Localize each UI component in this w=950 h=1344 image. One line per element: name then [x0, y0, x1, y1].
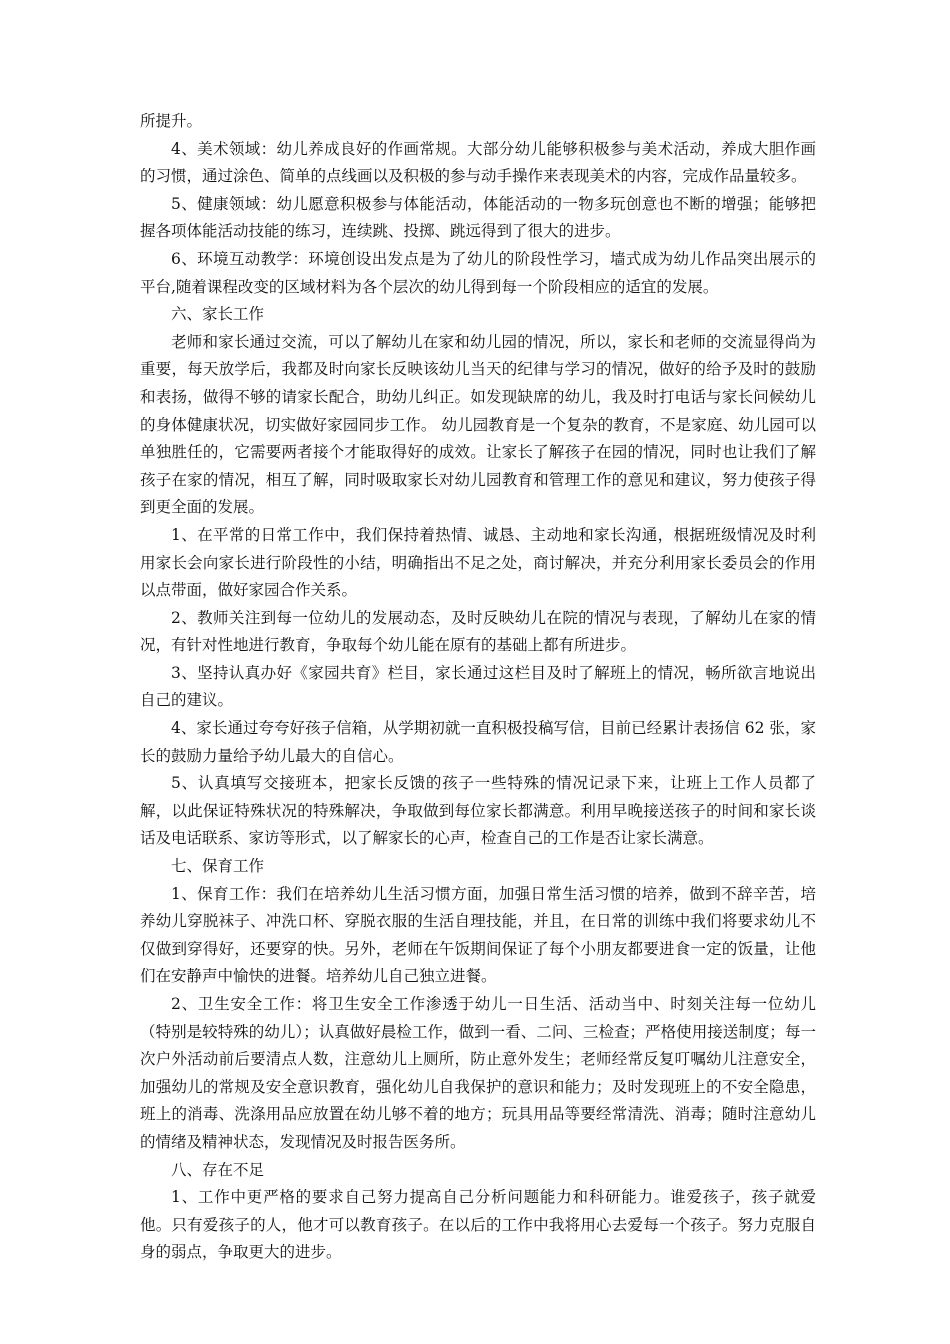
paragraph-art-domain: 4、美术领域：幼儿养成良好的作画常规。大部分幼儿能够积极参与美术活动，养成大胆作画的习惯，通过涂色、简单的点线画以及积极的参与动手操作来表现美术的内容，完成作品量较多。 [140, 139, 816, 186]
paragraph-environment-teaching: 6、环境互动教学：环境创设出发点是为了幼儿的阶段性学习，墙式成为幼儿作品突出展示的平台,随着课程改变的区域材料为各个层次的幼儿得到每一个阶段相应的适宜的发展。 [140, 249, 816, 296]
section-heading-care-work: 七、保育工作 [171, 857, 265, 876]
paragraph-parent-item-3: 3、坚持认真办好《家园共育》栏目，家长通过这栏目及时了解班上的情况，畅所欲言地说出自己的建议。 [140, 663, 816, 710]
paragraph-parent-communication: 老师和家长通过交流，可以了解幼儿在家和幼儿园的情况，所以，家长和老师的交流显得尚为重要，每天放学后，我都及时向家长反映该幼儿当天的纪律与学习的情况，做好的给予及时的鼓励和表扬，做得不够的请家长配合，助幼儿纠正。如发现缺席的幼儿，我及时打电话与家长问候幼儿的身体健康状况，切实做好家园同步工作。 幼儿园教育是一个复杂的教育，不是家庭、幼儿园可以单独胜任的，它需要两者接个才能取得好的成效。让家长了解孩子在园的情况，同时也让我们了解孩子在家的情况，相互了解，同时吸取家长对幼儿园教育和管理工作的意见和建议，努力使孩子得到更全面的发展。 [140, 332, 816, 517]
paragraph-care-item-2: 2、卫生安全工作：将卫生安全工作渗透于幼儿一日生活、活动当中、时刻关注每一位幼儿（特别是较特殊的幼儿）；认真做好晨检工作，做到一看、二问、三检查；严格使用接送制度；每一次户外活动前后要清点人数，注意幼儿上厕所，防止意外发生；老师经常反复叮嘱幼儿注意安全，加强幼儿的常规及安全意识教育，强化幼儿自我保护的意识和能力；及时发现班上的不安全隐患，班上的消毒、洗涤用品应放置在幼儿够不着的地方；玩具用品等要经常清洗、消毒；随时注意幼儿的情绪及精神状态，发现情况及时报告医务所。 [140, 995, 816, 1151]
paragraph-care-item-1: 1、保育工作：我们在培养幼儿生活习惯方面，加强日常生活习惯的培养，做到不辞辛苦，培养幼儿穿脱袜子、冲洗口杯、穿脱衣服的生活自理技能，并且，在日常的训练中我们将要求幼儿不仅做到穿得好，还要穿的快。另外，老师在午饭期间保证了每个小朋友都要进食一定的饭量，让他们在安静声中愉快的进餐。培养幼儿自己独立进餐。 [140, 884, 816, 986]
paragraph-continuation: 所提升。 [140, 112, 203, 130]
paragraph-shortcomings-item-1: 1、工作中更严格的要求自己努力提高自己分析问题能力和科研能力。谁爱孩子，孩子就爱他。只有爱孩子的人，他才可以教育孩子。在以后的工作中我将用心去爱每一个孩子。努力克服自身的弱点，争取更大的进步。 [140, 1188, 816, 1262]
paragraph-parent-item-2: 2、教师关注到每一位幼儿的发展动态，及时反映幼儿在院的情况与表现，了解幼儿在家的情况，有针对性地进行教育，争取每个幼儿能在原有的基础上都有所进步。 [140, 608, 816, 655]
paragraph-parent-item-5: 5、认真填写交接班本，把家长反馈的孩子一些特殊的情况记录下来，让班上工作人员都了解，以此保证特殊状况的特殊解决，争取做到每位家长都满意。利用早晚接送孩子的时间和家长谈话及电话联系、家访等形式，以了解家长的心声，检查自己的工作是否让家长满意。 [140, 774, 816, 848]
section-heading-parent-work: 六、家长工作 [171, 305, 265, 324]
document-page [140, 108, 816, 1267]
paragraph-health-domain: 5、健康领域：幼儿愿意积极参与体能活动，体能活动的一物多玩创意也不断的增强；能够把握各项体能活动技能的练习，连续跳、投掷、跳远得到了很大的进步。 [140, 194, 816, 241]
paragraph-parent-item-1: 1、在平常的日常工作中，我们保持着热情、诚恳、主动地和家长沟通，根据班级情况及时利用家长会向家长进行阶段性的小结，明确指出不足之处，商讨解决，并充分利用家长委员会的作用以点带面，做好家园合作关系。 [140, 525, 816, 600]
section-heading-shortcomings: 八、存在不足 [171, 1160, 265, 1179]
paragraph-parent-item-4: 4、家长通过夸夸好孩子信箱，从学期初就一直积极投稿写信，目前已经累计表扬信 62 张，家长的鼓励力量给予幼儿最大的自信心。 [140, 719, 816, 765]
